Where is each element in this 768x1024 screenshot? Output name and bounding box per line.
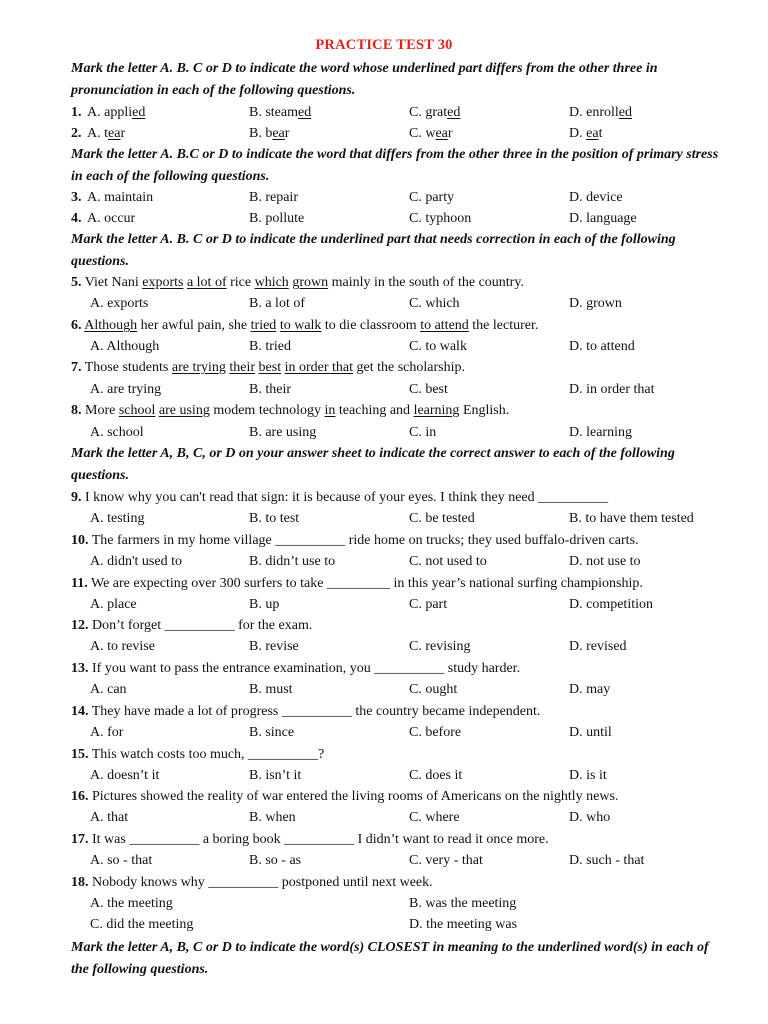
option-c: C. wear [409,126,453,141]
section-instruction: Mark the letter A, B, C, or D on your answer sheet to indicate the correct answer to each of the following questions. [71,446,675,483]
option-c: C. party [409,190,455,205]
question-number: 3. [71,190,82,205]
question-2 [71,125,751,143]
question-11-option-a: A. place [90,597,137,612]
question-15-stem: 15. This watch costs too much, __________? [71,747,325,762]
question-11-option-d: D. competition [569,597,653,612]
question-17-option-d: D. such - that [569,853,645,868]
question-7-option-c: C. best [409,382,448,397]
question-16-option-c: C. where [409,810,460,825]
option-d: D. device [569,190,623,205]
question-5-option-c: C. which [409,296,460,311]
question-5-option-d: D. grown [569,296,622,311]
question-number: 8. [71,403,82,418]
question-6-option-a: A. Although [90,339,160,354]
question-8-stem: 8. More school are using modem technology in teaching and learning English. [71,403,510,418]
question-14-stem: 14. They have made a lot of progress __________ the country became independent. [71,704,541,719]
question-18-option-b: B. was the meeting [409,896,517,911]
option-a: A. applied [87,105,146,120]
question-9-option-c: C. be tested [409,511,475,526]
question-7-option-a: A. are trying [90,382,162,397]
question-9-option-d: B. to have them tested [569,511,694,526]
question-17-option-b: B. so - as [249,853,302,868]
question-7-option-d: D. in order that [569,382,655,397]
page-title: PRACTICE TEST 30 [315,37,453,53]
question-16-option-b: B. when [249,810,296,825]
question-8-option-d: D. learning [569,425,632,440]
question-number: 10. [71,533,89,548]
question-6-stem: 6. Although her awful pain, she tried to walk to die classroom to attend the lecturer. [71,318,539,333]
option-c: C. typhoon [409,211,472,226]
question-14-option-b: B. since [249,725,295,740]
question-10-stem: 10. The farmers in my home village __________ ride home on trucks; they used buffalo-driven carts. [71,533,639,548]
question-number: 11. [71,576,88,591]
question-5-option-b: B. a lot of [249,296,305,311]
question-4 [71,210,751,228]
question-number: 16. [71,789,89,804]
question-11-option-b: B. up [249,597,280,612]
question-11-option-c: C. part [409,597,448,612]
question-15-option-b: B. isn’t it [249,768,302,783]
question-8-option-a: A. school [90,425,144,440]
question-14-option-a: A. for [90,725,124,740]
question-13-stem: 13. If you want to pass the entrance examination, you __________ study harder. [71,661,521,676]
option-b: B. pollute [249,211,305,226]
question-number: 2. [71,126,82,141]
option-b: B. steamed [249,105,312,120]
question-number: 14. [71,704,89,719]
question-number: 13. [71,661,89,676]
question-16-option-a: A. that [90,810,129,825]
question-number: 1. [71,105,82,120]
option-d: D. enrolled [569,105,632,120]
question-18-option-a: A. the meeting [90,896,173,911]
question-12-stem: 12. Don’t forget __________ for the exam. [71,618,313,633]
question-number: 15. [71,747,89,762]
question-5-option-a: A. exports [90,296,149,311]
question-number: 4. [71,211,82,226]
question-17-stem: 17. It was __________ a boring book __________ I didn’t want to read it once more. [71,832,549,847]
question-11-stem: 11. We are expecting over 300 surfers to take _________ in this year’s national surfing championship. [71,576,643,591]
question-number: 6. [71,318,82,333]
question-9-option-a: A. testing [90,511,145,526]
question-6-option-b: B. tried [249,339,291,354]
question-10-option-b: B. didn’t use to [249,554,336,569]
question-6-option-c: C. to walk [409,339,467,354]
question-8-option-b: B. are using [249,425,317,440]
question-7-option-b: B. their [249,382,291,397]
question-13-option-d: D. may [569,682,611,697]
option-a: A. tear [87,126,126,141]
question-16-option-d: D. who [569,810,611,825]
question-15-option-d: D. is it [569,768,607,783]
question-12-option-d: D. revised [569,639,627,654]
question-5-stem: 5. Viet Nani exports a lot of rice which grown mainly in the south of the country. [71,275,524,290]
question-6-option-d: D. to attend [569,339,635,354]
question-17-option-c: C. very - that [409,853,483,868]
question-12-option-b: B. revise [249,639,299,654]
option-a: A. occur [87,211,136,226]
option-b: B. repair [249,190,298,205]
question-3 [71,189,751,207]
question-9-option-b: B. to test [249,511,300,526]
question-10-option-d: D. not use to [569,554,641,569]
question-17-option-a: A. so - that [90,853,153,868]
question-8-option-c: C. in [409,425,437,440]
question-18-option-c: C. did the meeting [90,917,194,932]
question-18-stem: 18. Nobody knows why __________ postponed until next week. [71,875,433,890]
question-number: 17. [71,832,89,847]
question-13-option-c: C. ought [409,682,458,697]
question-15-option-c: C. does it [409,768,463,783]
question-number: 12. [71,618,89,633]
option-d: D. language [569,211,637,226]
section-instruction: Mark the letter A. B.C or D to indicate the word that differs from the other three in the position of primary stress in each of the following questions. [71,147,719,184]
question-18-option-d: D. the meeting was [409,917,518,932]
question-number: 5. [71,275,82,290]
question-10-option-c: C. not used to [409,554,487,569]
question-1 [71,104,751,122]
question-9-stem: 9. I know why you can't read that sign: it is because of your eyes. I think they need __________ [71,490,609,505]
option-b: B. bear [249,126,290,141]
option-a: A. maintain [87,190,154,205]
option-c: C. grated [409,105,461,120]
question-7-stem: 7. Those students are trying their best in order that get the scholarship. [71,360,466,375]
section-instruction: Mark the letter A. B. C or D to indicate the word whose underlined part differs from the other three in pronunciation in each of the following questions. [71,61,658,98]
question-16-stem: 16. Pictures showed the reality of war entered the living rooms of Americans on the nightly news. [71,789,619,804]
question-10-option-a: A. didn't used to [90,554,182,569]
question-12-option-a: A. to revise [90,639,155,654]
question-number: 9. [71,490,82,505]
question-14-option-d: D. until [569,725,612,740]
section-instruction: Mark the letter A, B, C or D to indicate the word(s) CLOSEST in meaning to the underlined word(s) in each of the following questions. [71,940,709,977]
question-14-option-c: C. before [409,725,462,740]
question-number: 18. [71,875,89,890]
question-13-option-a: A. can [90,682,127,697]
section-instruction: Mark the letter A. B. C or D to indicate the underlined part that needs correction in each of the following questions. [71,232,676,269]
question-12-option-c: C. revising [409,639,471,654]
question-number: 7. [71,360,82,375]
option-d: D. eat [569,126,603,141]
question-15-option-a: A. doesn’t it [90,768,160,783]
question-13-option-b: B. must [249,682,293,697]
